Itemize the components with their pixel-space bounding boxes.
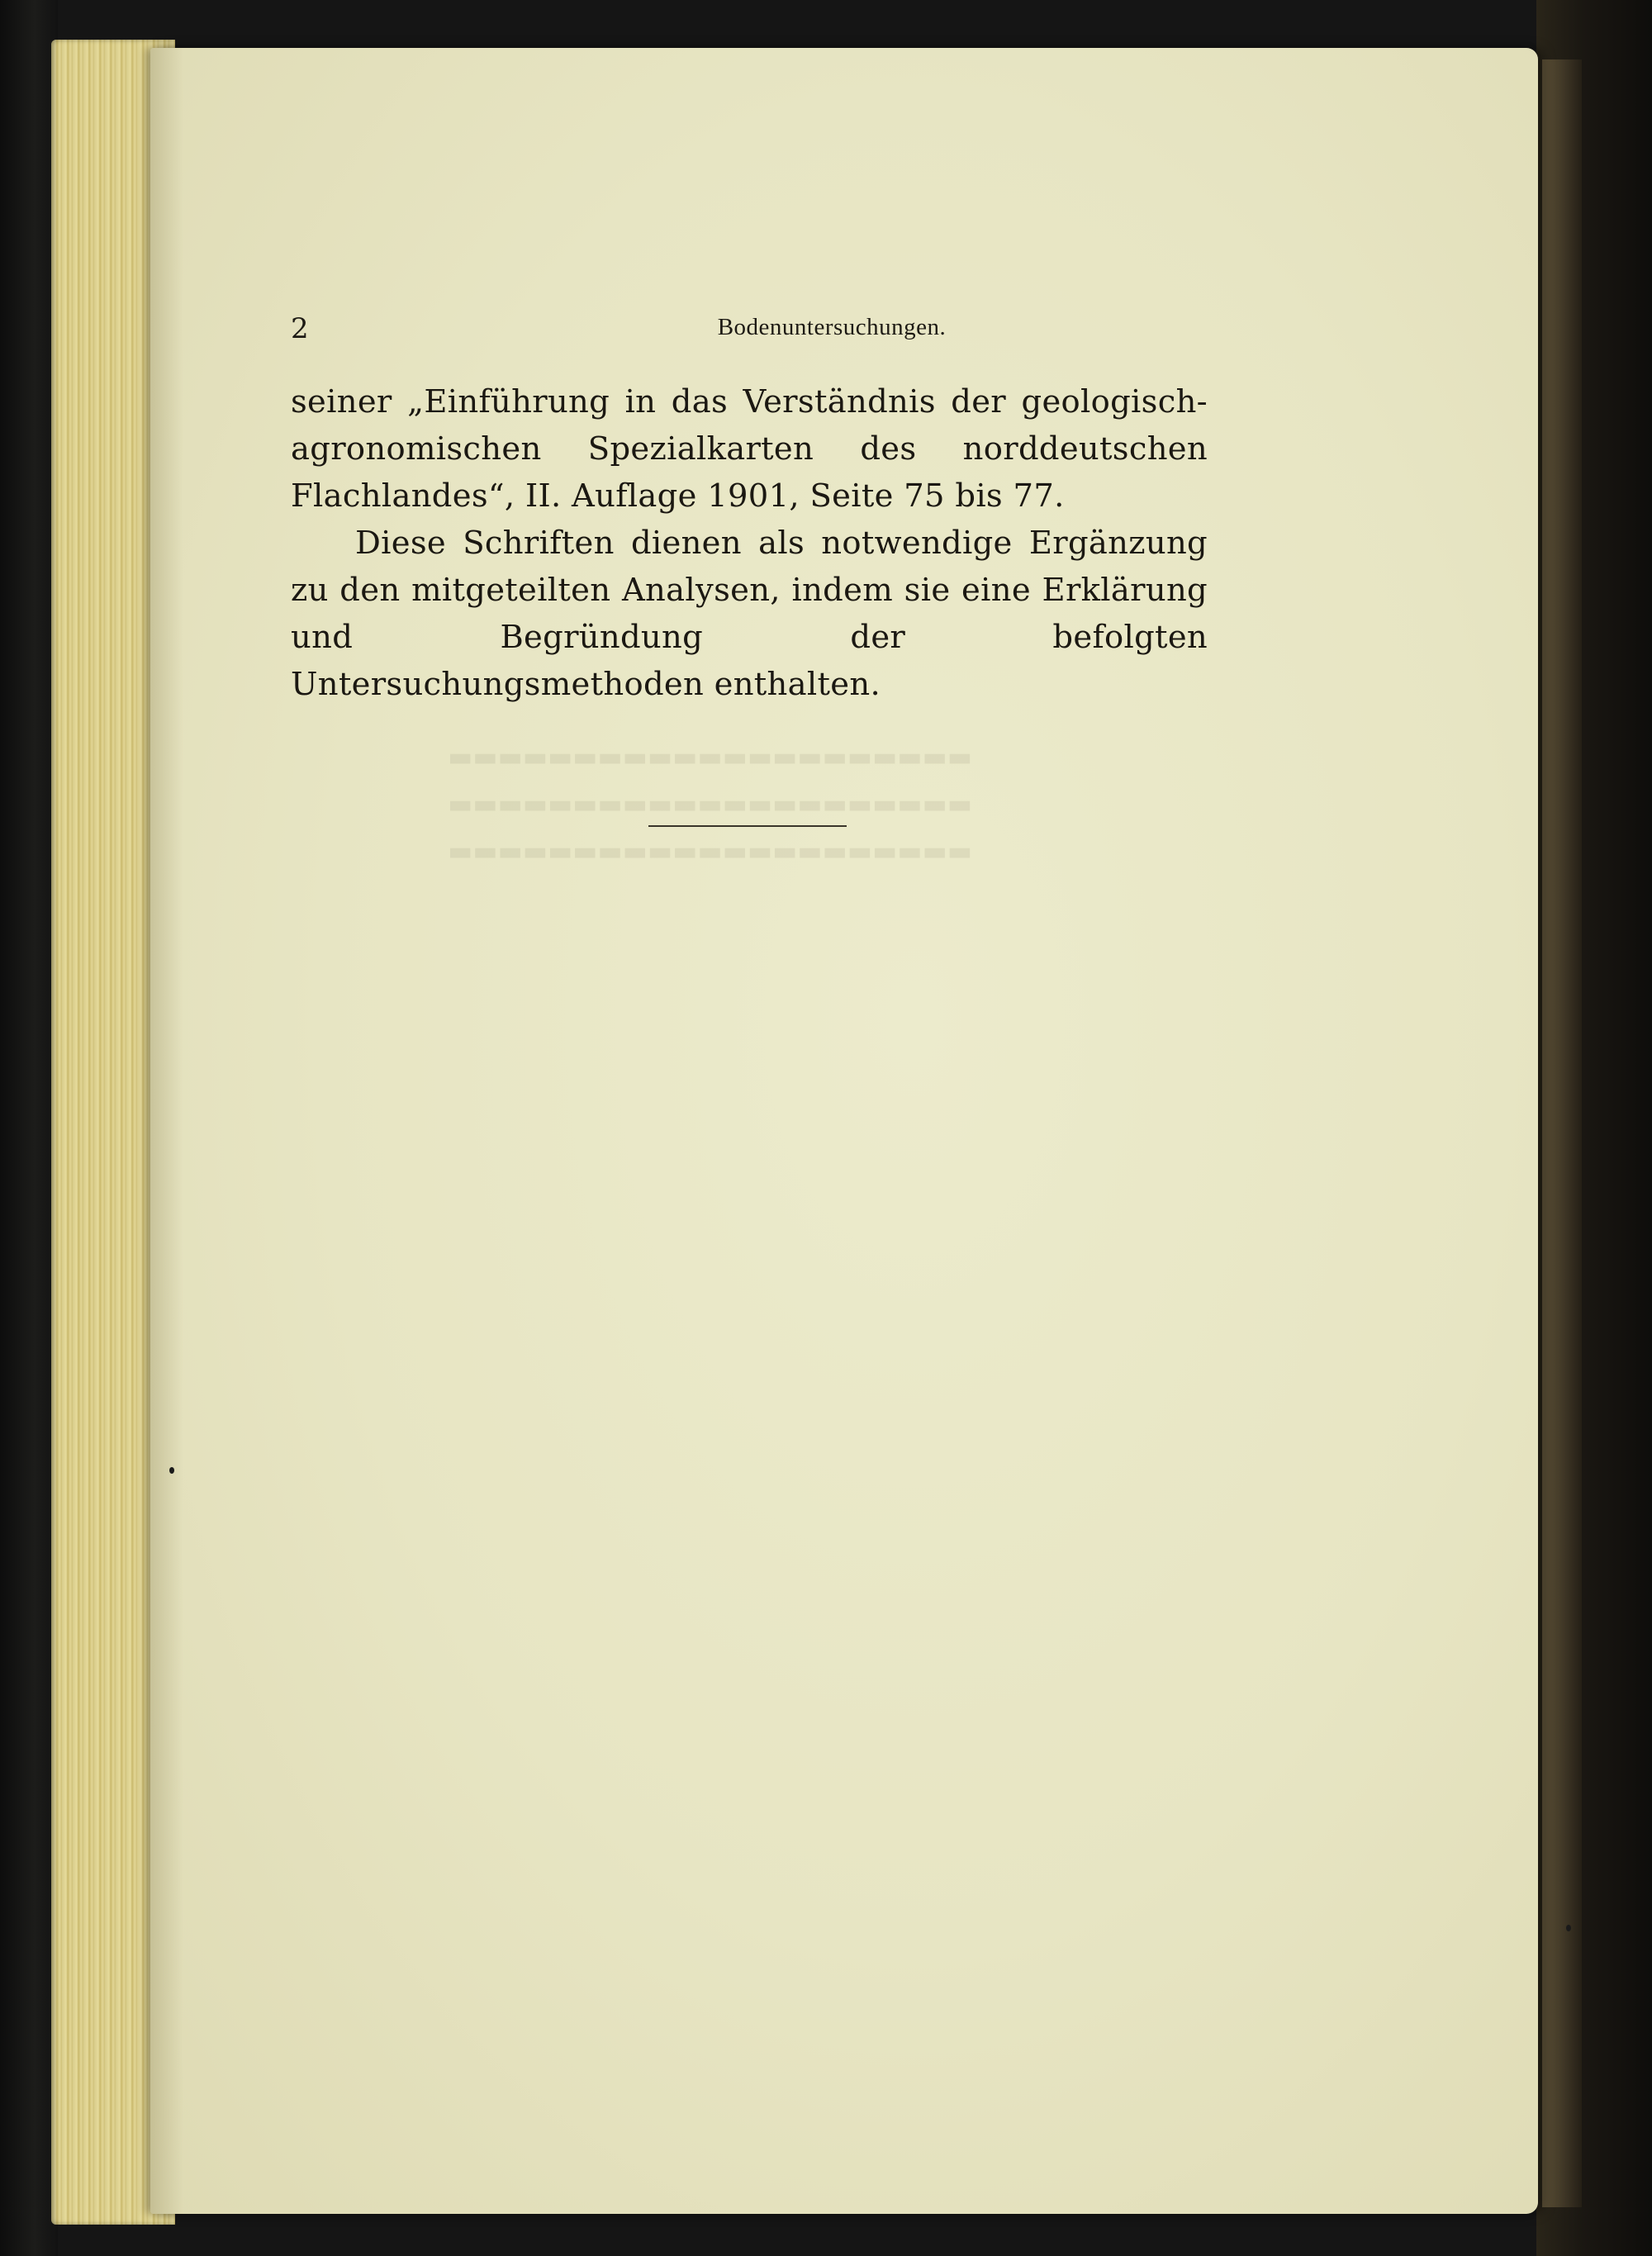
ink-speck <box>169 1467 174 1474</box>
section-divider-rule <box>648 825 847 827</box>
paragraph-schriften: Diese Schriften dienen als notwendige Ergänzung zu den mitgeteilten Analysen, indem sie eine Erklärung und Begründung der befolgten Untersuchungsmethoden enthalten. <box>291 525 1208 703</box>
body-text <box>291 378 1208 708</box>
running-head: Bodenuntersuchungen. <box>717 314 947 340</box>
page-header <box>291 312 1356 354</box>
page-number: 2 <box>291 312 309 345</box>
book-page <box>150 48 1538 2214</box>
adjacent-page-edge <box>1542 59 1582 2207</box>
show-through-reverse-side: ▬▬▬▬▬▬▬▬▬▬▬▬▬▬▬▬▬▬▬▬▬ ▬▬▬▬▬▬▬▬▬▬▬▬▬▬▬▬▬▬▬▬▬ ▬▬▬▬▬▬▬▬▬▬▬▬▬▬▬▬▬▬▬▬▬ <box>448 741 972 867</box>
ink-speck <box>1566 1925 1571 1931</box>
paragraph-continuation: seiner „Einführung in das Verständnis der geologisch-agronomischen Spezialkarten des norddeutschen Flachlandes“, II. Auflage 1901, Seite 75 bis 77. <box>291 383 1208 515</box>
page-gutter-shadow <box>150 48 183 2214</box>
left-book-cover <box>0 0 58 2256</box>
